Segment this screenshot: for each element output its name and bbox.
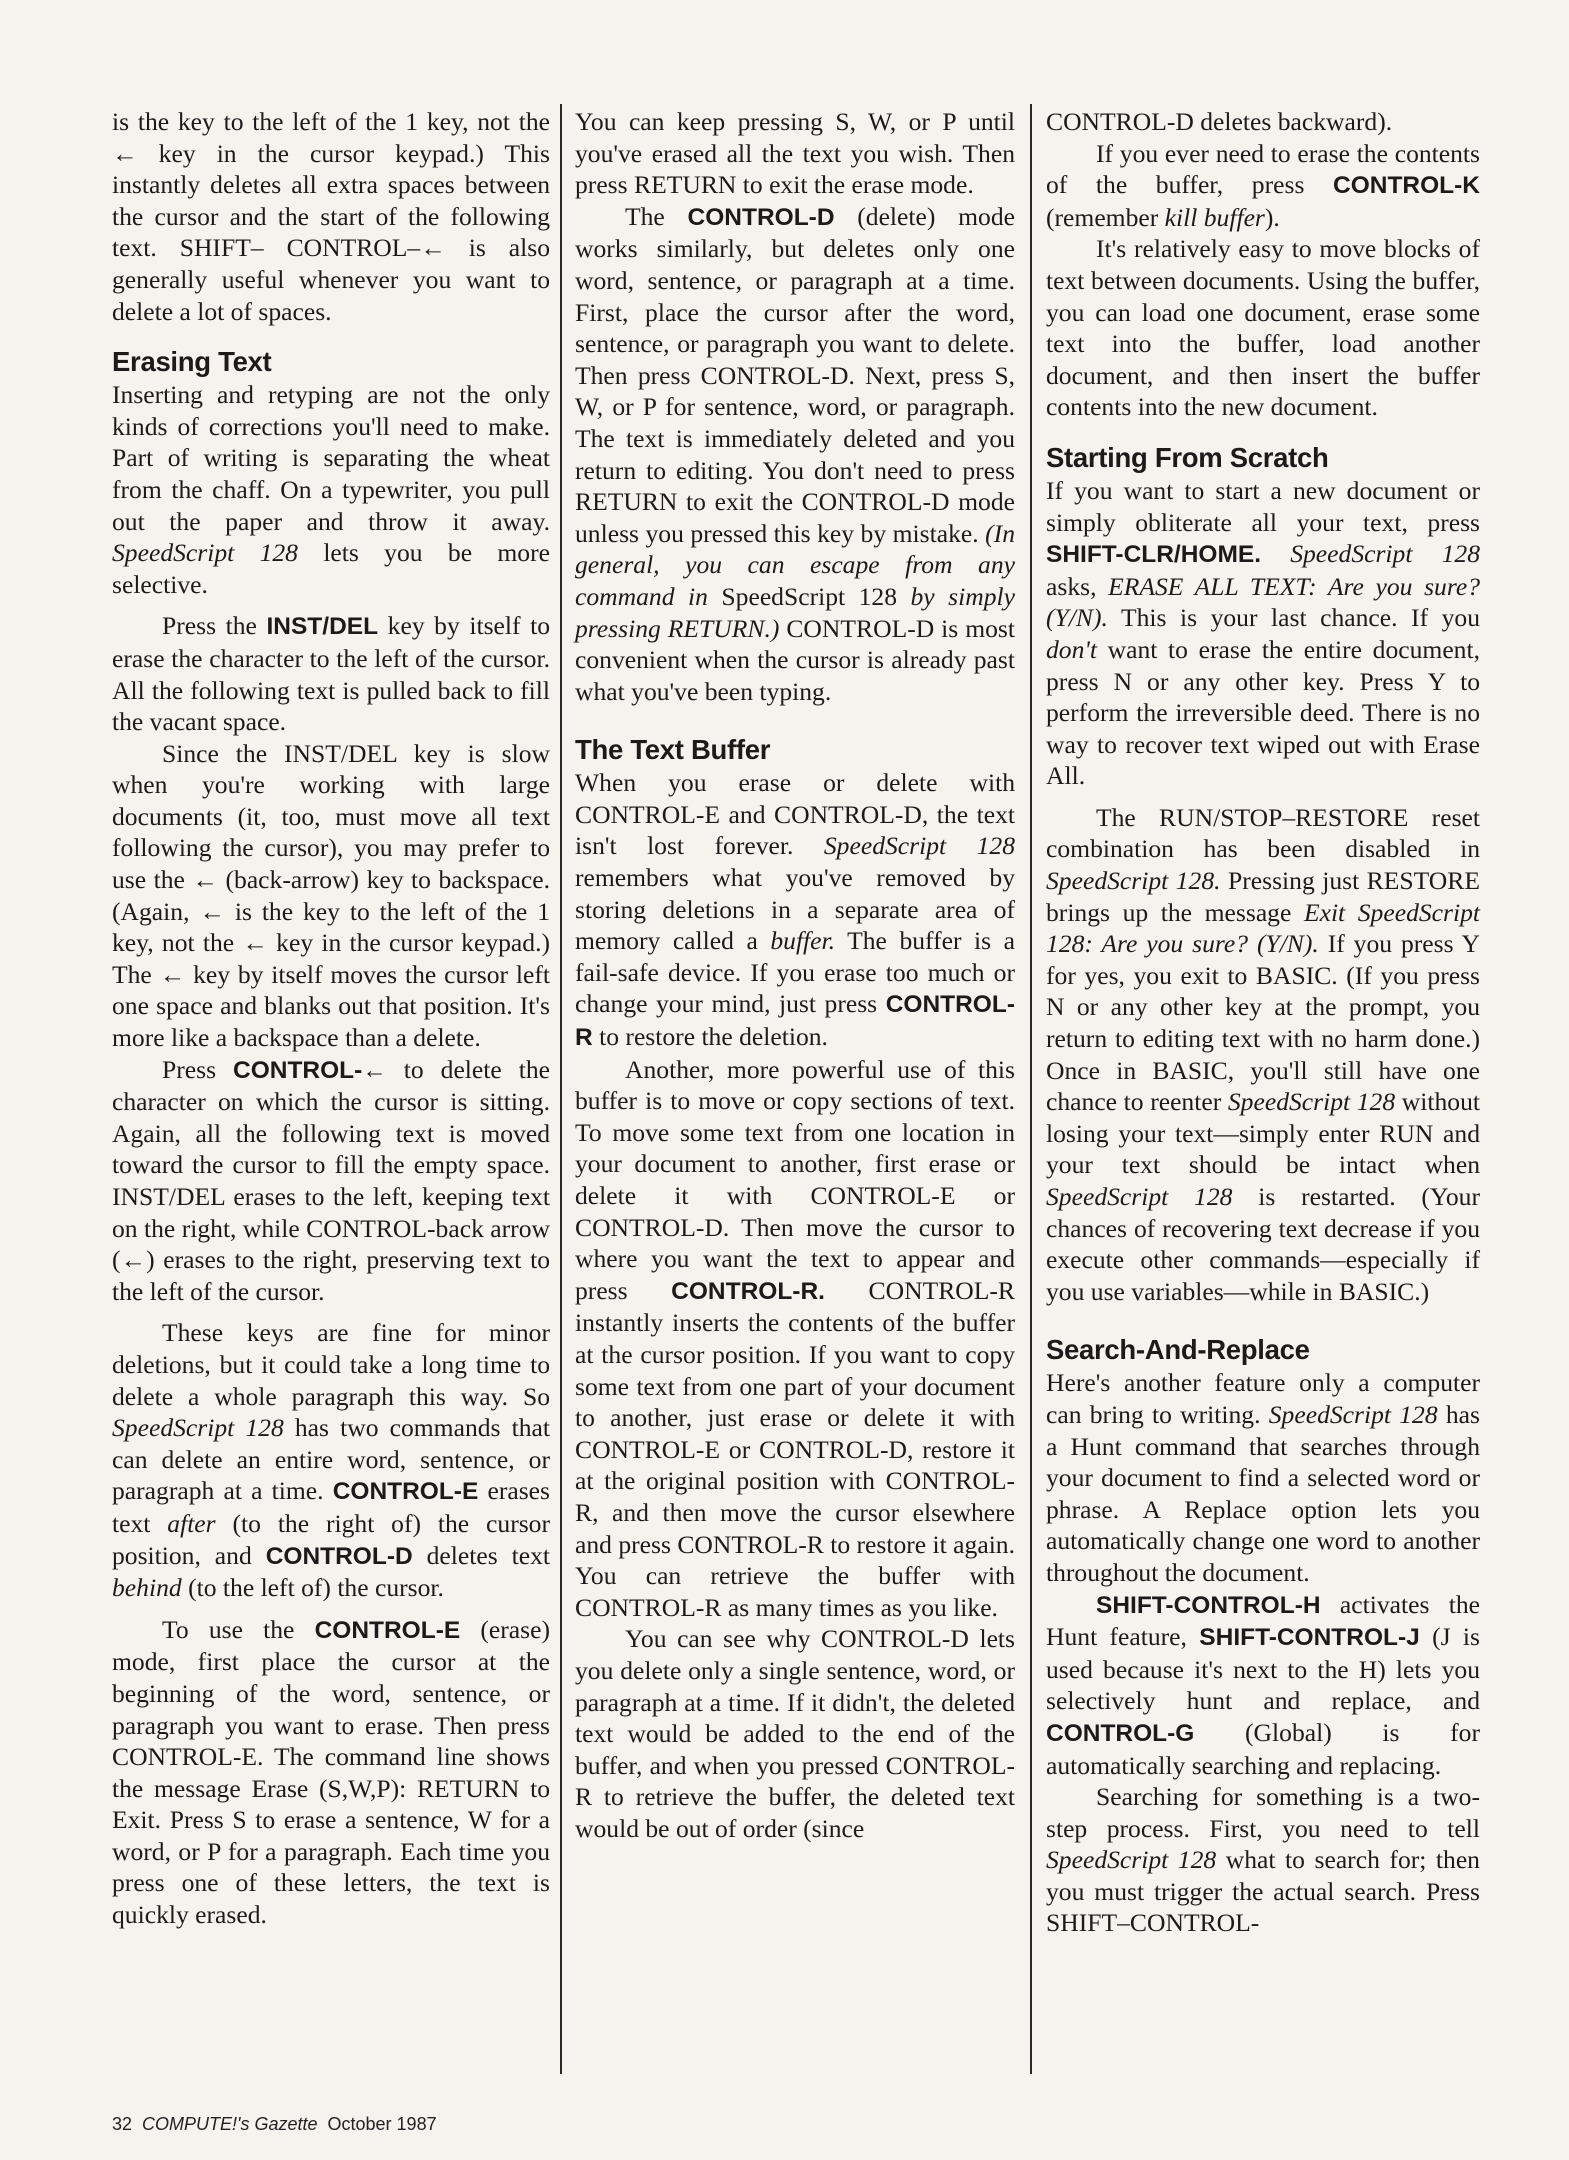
- page-footer: [112, 2114, 437, 2135]
- paragraph: It's relatively easy to move blocks of text between documents. Using the buffer, you can load one document, erase some text into the buffer, load another document, and then insert the buffer contents into the new document.: [1046, 234, 1480, 422]
- issue-date: October 1987: [327, 2114, 437, 2134]
- column-3: [1046, 106, 1480, 1939]
- paragraph: You can keep pressing S, W, or P until you've erased all the text you wish. Then press RETURN to exit the erase mode.: [575, 107, 1015, 200]
- publication-name: COMPUTE!'s Gazette: [142, 2114, 318, 2134]
- column-rule-left: [560, 104, 562, 2074]
- paragraph: Press CONTROL-← to delete the character on which the cursor is sitting. Again, all the following text is moved toward the cursor to fill the empty space. INST/DEL erases to the left, keeping text on the right, while CONTROL-back arrow (←) erases to the right, preserving text to the left of the cursor.: [112, 1054, 550, 1306]
- paragraph: Here's another feature only a computer can bring to writing. SpeedScript 128 has a Hunt command that searches through your document to find a selected word or phrase. A Replace option lets you automatically change one word to another throughout the document.: [1046, 1368, 1480, 1587]
- page-number: 32: [112, 2114, 133, 2134]
- column-rule-right: [1030, 104, 1032, 2074]
- paragraph: If you ever need to erase the contents of the buffer, press CONTROL-K (remember kill buffer).: [1046, 138, 1480, 232]
- paragraph: Searching for something is a two-step process. First, you need to tell SpeedScript 128 what to search for; then you must trigger the actual search. Press SHIFT–CONTROL-: [1046, 1782, 1480, 1938]
- paragraph: The CONTROL-D (delete) mode works similarly, but deletes only one word, sentence, or paragraph at a time. First, place the cursor after the word, sentence, or paragraph you want to delete. Then press CONTROL-D. Next, press S, W, or P for sentence, word, or paragraph. The text is immediately deleted and you return to editing. You don't need to press RETURN to exit the CONTROL-D mode unless you pressed this key by mistake. (In general, you can escape from any command in SpeedScript 128 by simply pressing RETURN.) CONTROL-D is most convenient when the cursor is already past what you've been typing.: [575, 201, 1015, 706]
- paragraph: CONTROL-D deletes backward).: [1046, 107, 1393, 136]
- paragraph: SHIFT-CONTROL-H activates the Hunt feature, SHIFT-CONTROL-J (J is used because it's next to the H) lets you selectively hunt and replace, and CONTROL-G (Global) is for automatically searching and replacing.: [1046, 1589, 1480, 1780]
- paragraph: Press the INST/DEL key by itself to erase the character to the left of the cursor. All the following text is pulled back to fill the vacant space.: [112, 611, 550, 737]
- heading-erasing-text: Erasing Text: [112, 346, 272, 378]
- paragraph: The RUN/STOP–RESTORE reset combination has been disabled in SpeedScript 128. Pressing just RESTORE brings up the message Exit SpeedScript 128: Are you sure? (Y/N). If you press Y for yes, you exit to BASIC. (If you press N or any other key at the prompt, you return to editing text with no harm done.) Once in BASIC, you'll still have one chance to reenter SpeedScript 128 without losing your text—simply enter RUN and your text should be intact when SpeedScript 128 is restarted. (Your chances of recovering text decrease if you execute other commands—especially if you use variables—while in BASIC.): [1046, 802, 1481, 1306]
- paragraph: Since the INST/DEL key is slow when you're working with large documents (it, too, must move all text following the cursor), you may prefer to use the ← (back-arrow) key to backspace. (Again, ← is the key to the left of the 1 key, not the ← key in the cursor keypad.) The ← key by itself moves the cursor left one space and blanks out that position. It's more like a backspace than a delete.: [112, 738, 550, 1053]
- heading-text-buffer: The Text Buffer: [575, 734, 771, 766]
- paragraph: These keys are fine for minor deletions, but it could take a long time to delete a whole paragraph this way. So SpeedScript 128 has two commands that can delete an entire word, sentence, or paragraph at a time. CONTROL-E erases text after (to the right of) the cursor position, and CONTROL-D deletes text behind (to the left of) the cursor.: [112, 1318, 551, 1603]
- paragraph: is the key to the left of the 1 key, not the ← key in the cursor keypad.) This instantly deletes all extra spaces between the cursor and the start of the following text. SHIFT– CONTROL–← is also generally useful whenever you want to delete a lot of spaces.: [112, 107, 550, 326]
- column-1: [112, 106, 550, 1931]
- column-2: [575, 106, 1015, 1844]
- paragraph: If you want to start a new document or simply obliterate all your text, press SHIFT-CLR/HOME. SpeedScript 128 asks, ERASE ALL TEXT: Are you sure? (Y/N). This is your last chance. If you don't want to erase the entire document, press N or any other key. Press Y to perform the irreversible deed. There is no way to recover text wiped out with Erase All.: [1046, 475, 1481, 791]
- paragraph: To use the CONTROL-E (erase) mode, first place the cursor at the beginning of the word, sentence, or paragraph you want to erase. Then press CONTROL-E. The command line shows the message Erase (S,W,P): RETURN to Exit. Press S to erase a sentence, W for a word, or P for a paragraph. Each time you press one of these letters, the text is quickly erased.: [112, 1614, 550, 1930]
- paragraph: Another, more powerful use of this buffer is to move or copy sections of text. To move some text from one location in your document to another, first erase or delete it with CONTROL-E or CONTROL-D. Then move the cursor to where you want the text to appear and press CONTROL-R. CONTROL-R instantly inserts the contents of the buffer at the cursor position. If you want to copy some text from one part of your document to another, just erase or delete it with CONTROL-E or CONTROL-D, restore it at the original position with CONTROL-R, and then move the cursor elsewhere and press CONTROL-R to restore it again. You can retrieve the buffer with CONTROL-R as many times as you like.: [575, 1054, 1015, 1622]
- heading-starting-from-scratch: Starting From Scratch: [1046, 441, 1329, 473]
- paragraph: You can see why CONTROL-D lets you delete only a single sentence, word, or paragraph at a time. If it didn't, the deleted text would be added to the end of the buffer, and when you pressed CONTROL-R to retrieve the buffer, the deleted text would be out of order (since: [575, 1624, 1015, 1843]
- paragraph: When you erase or delete with CONTROL-E and CONTROL-D, the text isn't lost forever. SpeedScript 128 remembers what you've removed by storing deletions in a separate area of memory called a buffer. The buffer is a fail-safe device. If you erase too much or change your mind, just press CONTROL-R to restore the deletion.: [575, 768, 1015, 1052]
- paragraph: Inserting and retyping are not the only kinds of corrections you'll need to make. Part of writing is separating the wheat from the chaff. On a typewriter, you pull out the paper and throw it away. SpeedScript 128 lets you be more selective.: [112, 380, 550, 599]
- heading-search-and-replace: Search-And-Replace: [1046, 1334, 1310, 1366]
